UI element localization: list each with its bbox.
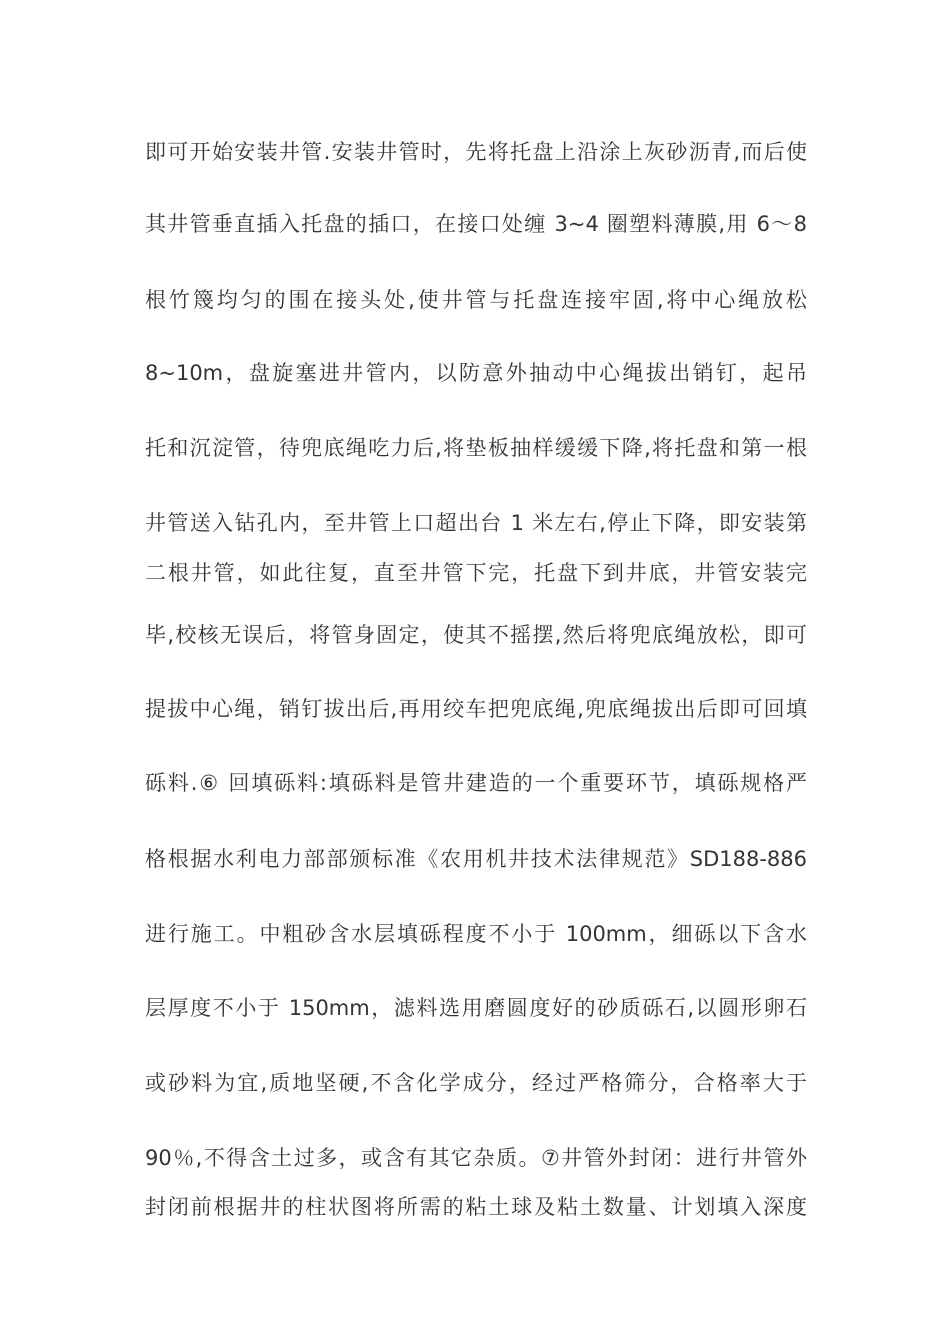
text-line-12: 进行施工。中粗砂含水层填砾程度不小于 100mm，细砾以下含水 [145, 922, 807, 946]
text-line-10: 砾料.⑥ 回填砾料:填砾料是管井建造的一个重要环节，填砾规格严 [145, 771, 807, 795]
text-line-14: 或砂料为宜,质地坚硬,不含化学成分，经过严格筛分，合格率大于 [145, 1071, 807, 1095]
text-line-15: 90％,不得含土过多，或含有其它杂质。⑦井管外封闭：进行井管外 [145, 1146, 807, 1170]
text-line-13: 层厚度不小于 150mm，滤料选用磨圆度好的砂质砾石,以圆形卵石 [145, 996, 807, 1020]
text-line-1: 即可开始安装井管.安装井管时，先将托盘上沿涂上灰砂沥青,而后使 [145, 140, 807, 164]
text-line-7: 二根井管，如此往复，直至井管下完，托盘下到井底，井管安装完 [145, 561, 807, 585]
text-line-16: 封闭前根据井的柱状图将所需的粘土球及粘土数量、计划填入深度 [145, 1195, 807, 1219]
text-line-8: 毕,校核无误后，将管身固定，使其不摇摆,然后将兜底绳放松，即可 [145, 623, 807, 647]
text-line-3: 根竹篾均匀的围在接头处,使井管与托盘连接牢固,将中心绳放松 [145, 288, 807, 312]
text-line-11: 格根据水利电力部部颁标准《农用机井技术法律规范》SD188-886 [145, 847, 807, 871]
text-line-4: 8~10m，盘旋塞进井管内，以防意外抽动中心绳拔出销钉，起吊 [145, 361, 807, 385]
text-line-6: 井管送入钻孔内，至井管上口超出台 1 米左右,停止下降，即安装第 [145, 511, 807, 535]
text-line-9: 提拔中心绳，销钉拔出后,再用绞车把兜底绳,兜底绳拔出后即可回填 [145, 697, 807, 721]
text-line-5: 托和沉淀管，待兜底绳吃力后,将垫板抽样缓缓下降,将托盘和第一根 [145, 436, 807, 460]
text-line-2: 其井管垂直插入托盘的插口，在接口处缠 3~4 圈塑料薄膜,用 6～8 [145, 212, 807, 236]
